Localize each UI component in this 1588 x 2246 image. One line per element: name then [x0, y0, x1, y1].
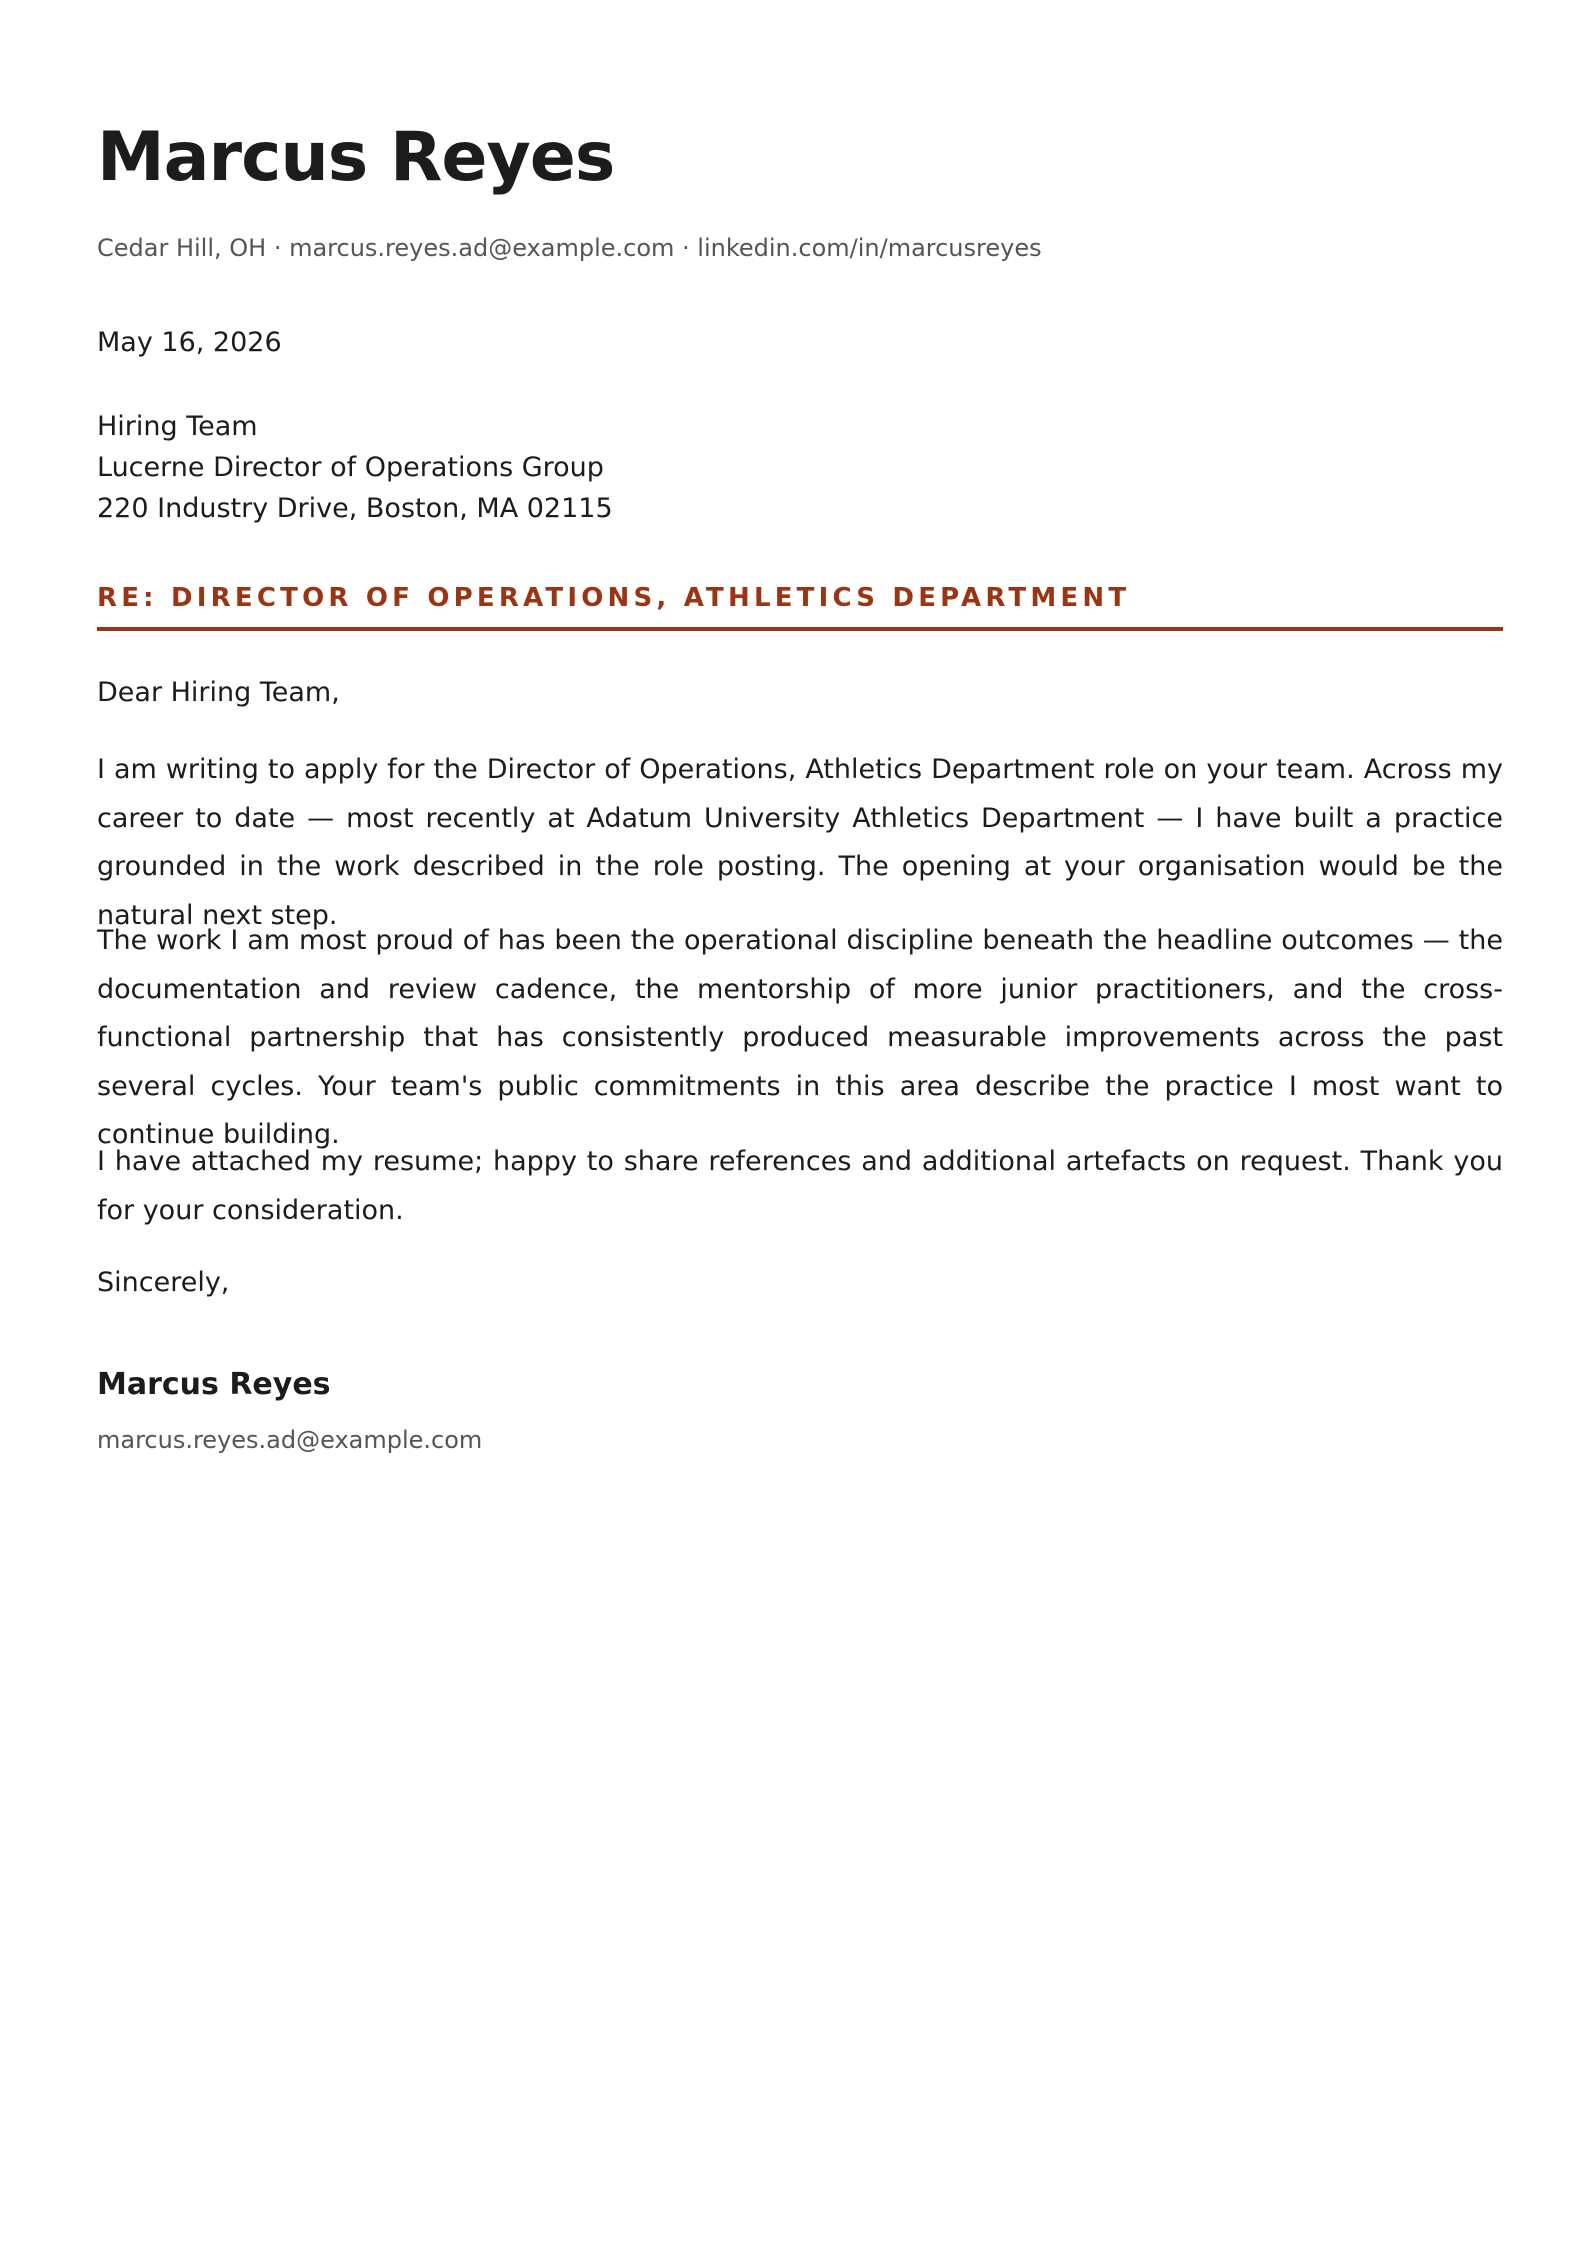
salutation: Dear Hiring Team, — [97, 677, 340, 708]
subject-divider — [97, 627, 1503, 631]
body-paragraph: I have attached my resume; happy to share references and additional artefacts on request. Thank you for your consideration. — [97, 1146, 1503, 1226]
recipient-line: Hiring Team — [97, 411, 258, 442]
signature-name: Marcus Reyes — [97, 1367, 331, 1402]
recipient-company: Lucerne Director of Operations Group — [97, 452, 604, 483]
recipient-address: 220 Industry Drive, Boston, MA 02115 — [97, 493, 613, 524]
recipient-block — [97, 406, 613, 529]
closing: Sincerely, — [97, 1267, 230, 1298]
contact-line: Cedar Hill, OH · marcus.reyes.ad@example.com · linkedin.com/in/marcusreyes — [97, 234, 1042, 262]
body-paragraph: I am writing to apply for the Director of Operations, Athletics Department role on your team. Across my career to date — most recently at Adatum University Athletics Department — I have built a practice grounded in the work described in the role posting. The opening at your organisation would be the natural next step. — [97, 754, 1503, 931]
body-paragraph: The work I am most proud of has been the operational discipline beneath the headline outcomes — the documentation and review cadence, the mentorship of more junior practitioners, and the cross-functional partnership that has consistently produced measurable improvements across the past several cycles. Your team's public commitments in this area describe the practice I most want to continue building. — [97, 925, 1503, 1150]
letter-date: May 16, 2026 — [97, 327, 282, 358]
applicant-name: Marcus Reyes — [97, 118, 615, 197]
signature-email: marcus.reyes.ad@example.com — [97, 1426, 483, 1454]
subject-line: RE: DIRECTOR OF OPERATIONS, ATHLETICS DEPARTMENT — [97, 583, 1131, 613]
